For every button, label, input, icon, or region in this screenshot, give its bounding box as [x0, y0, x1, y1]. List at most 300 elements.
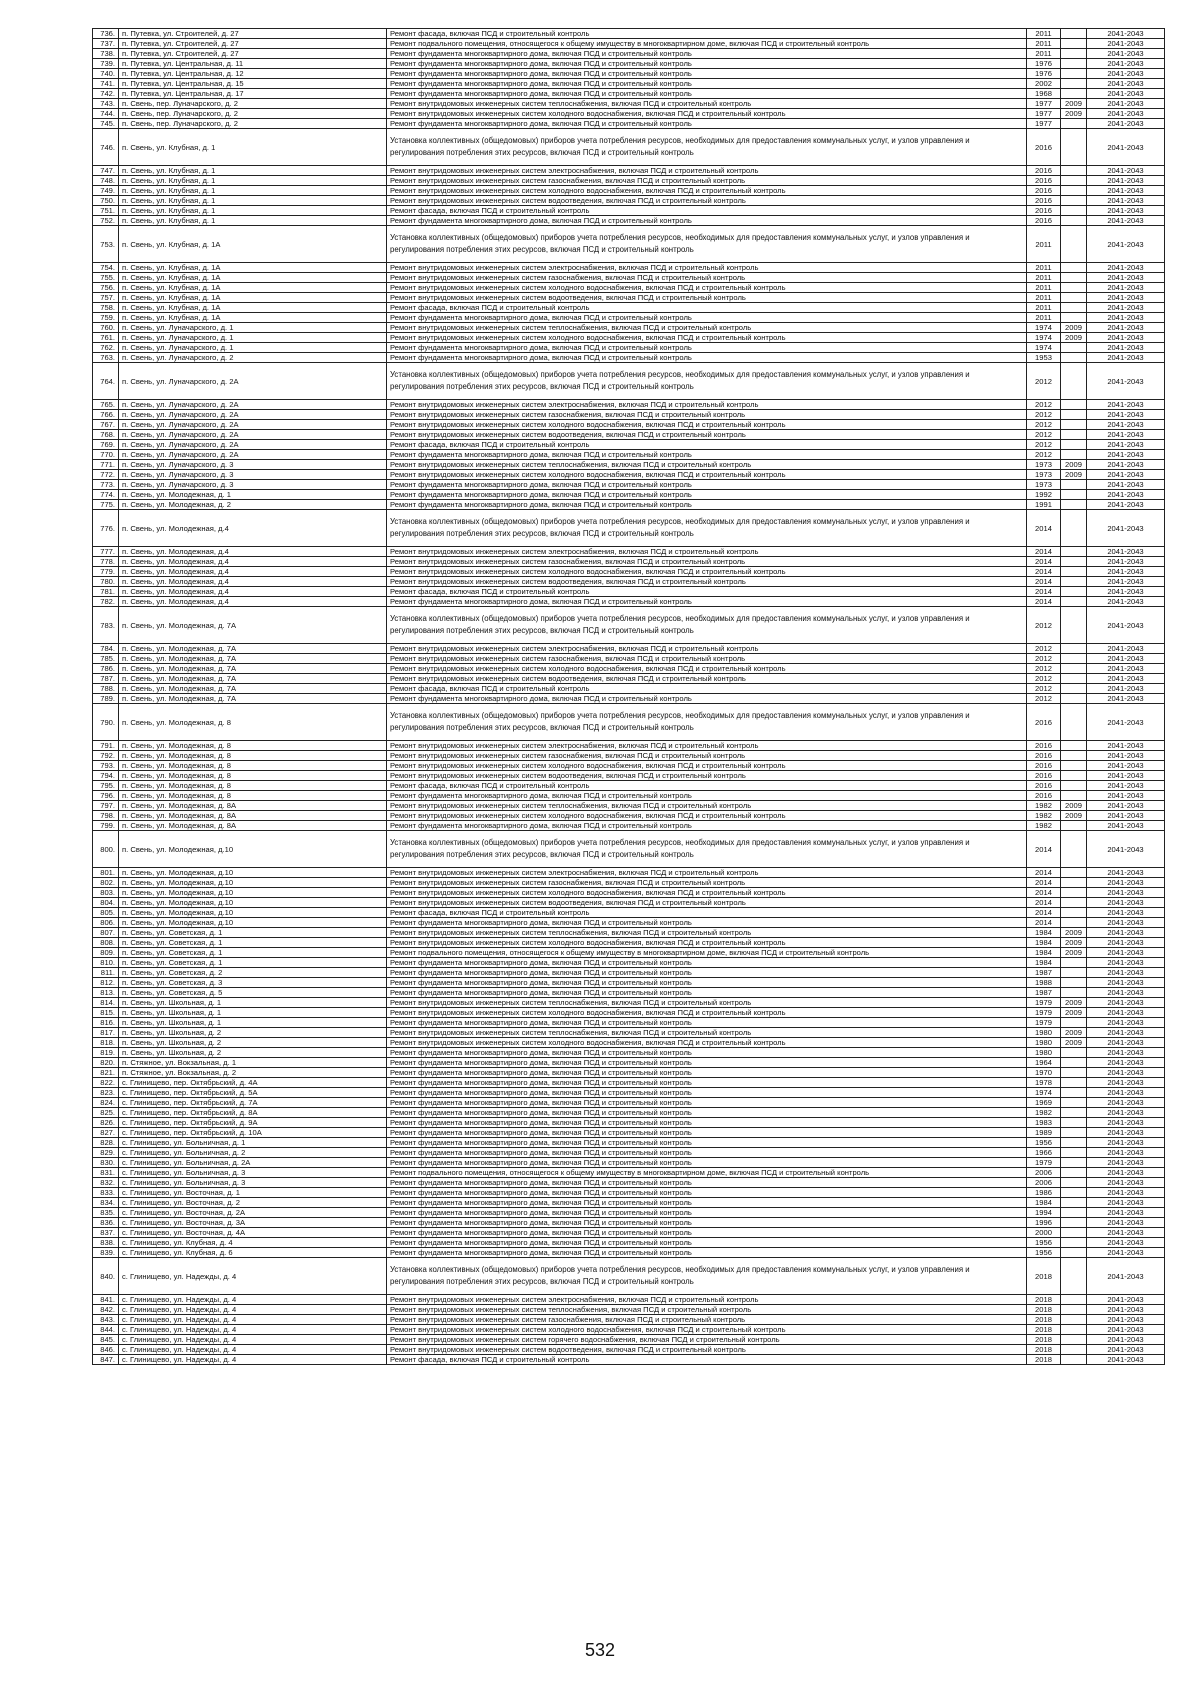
planned-period-cell: 2041-2043 — [1087, 1325, 1165, 1335]
row-number: 748. — [93, 176, 119, 186]
row-number: 745. — [93, 119, 119, 129]
planned-period-cell: 2041-2043 — [1087, 597, 1165, 607]
planned-period-cell: 2041-2043 — [1087, 1018, 1165, 1028]
work-type-cell: Ремонт подвального помещения, относящегося к общему имуществу в многоквартирном доме, включая ПСД и строительный контроль — [387, 948, 1027, 958]
table-row — [93, 1068, 1165, 1078]
table-row — [93, 928, 1165, 938]
planned-period-cell: 2041-2043 — [1087, 547, 1165, 557]
last-repair-year-cell — [1061, 597, 1087, 607]
work-type-cell: Ремонт фундамента многоквартирного дома, включая ПСД и строительный контроль — [387, 1108, 1027, 1118]
last-repair-year-cell — [1061, 69, 1087, 79]
table-row — [93, 654, 1165, 664]
last-repair-year-cell — [1061, 1315, 1087, 1325]
row-number: 749. — [93, 186, 119, 196]
planned-period-cell: 2041-2043 — [1087, 674, 1165, 684]
table-row — [93, 176, 1165, 186]
table-row — [93, 166, 1165, 176]
address-cell: п. Свень, ул. Молодежная, д. 2 — [119, 500, 387, 510]
commission-year-cell: 1977 — [1027, 119, 1061, 129]
address-cell: с. Глинищево, ул. Больничная, д. 1 — [119, 1138, 387, 1148]
row-number: 837. — [93, 1228, 119, 1238]
address-cell: п. Свень, ул. Клубная, д. 1 — [119, 206, 387, 216]
planned-period-cell: 2041-2043 — [1087, 109, 1165, 119]
last-repair-year-cell — [1061, 694, 1087, 704]
table-row — [93, 363, 1165, 400]
last-repair-year-cell — [1061, 644, 1087, 654]
planned-period-cell: 2041-2043 — [1087, 1315, 1165, 1325]
table-row — [93, 577, 1165, 587]
commission-year-cell: 2018 — [1027, 1345, 1061, 1355]
last-repair-year-cell — [1061, 771, 1087, 781]
planned-period-cell: 2041-2043 — [1087, 704, 1165, 741]
work-type-cell: Ремонт внутридомовых инженерных систем холодного водоснабжения, включая ПСД и строительный контроль — [387, 1008, 1027, 1018]
work-type-cell: Ремонт внутридомовых инженерных систем холодного водоснабжения, включая ПСД и строительный контроль — [387, 109, 1027, 119]
planned-period-cell: 2041-2043 — [1087, 410, 1165, 420]
row-number: 768. — [93, 430, 119, 440]
table-row — [93, 1315, 1165, 1325]
work-type-cell: Ремонт внутридомовых инженерных систем газоснабжения, включая ПСД и строительный контроль — [387, 273, 1027, 283]
address-cell: п. Свень, ул. Молодежная, д. 8А — [119, 801, 387, 811]
row-number: 807. — [93, 928, 119, 938]
address-cell: п. Свень, ул. Клубная, д. 1А — [119, 283, 387, 293]
row-number: 808. — [93, 938, 119, 948]
planned-period-cell: 2041-2043 — [1087, 49, 1165, 59]
commission-year-cell: 1982 — [1027, 821, 1061, 831]
address-cell: п. Свень, ул. Молодежная, д.4 — [119, 597, 387, 607]
last-repair-year-cell — [1061, 908, 1087, 918]
planned-period-cell: 2041-2043 — [1087, 948, 1165, 958]
commission-year-cell: 2018 — [1027, 1335, 1061, 1345]
row-number: 816. — [93, 1018, 119, 1028]
planned-period-cell: 2041-2043 — [1087, 470, 1165, 480]
work-type-cell: Ремонт внутридомовых инженерных систем теплоснабжения, включая ПСД и строительный контроль — [387, 1305, 1027, 1315]
row-number: 778. — [93, 557, 119, 567]
table-body — [93, 29, 1165, 1365]
commission-year-cell: 1979 — [1027, 998, 1061, 1008]
planned-period-cell: 2041-2043 — [1087, 791, 1165, 801]
table-row — [93, 1228, 1165, 1238]
planned-period-cell: 2041-2043 — [1087, 918, 1165, 928]
row-number: 764. — [93, 363, 119, 400]
table-row — [93, 888, 1165, 898]
commission-year-cell: 2012 — [1027, 674, 1061, 684]
last-repair-year-cell — [1061, 1148, 1087, 1158]
row-number: 792. — [93, 751, 119, 761]
address-cell: п. Свень, ул. Советская, д. 1 — [119, 948, 387, 958]
work-type-cell: Ремонт внутридомовых инженерных систем холодного водоснабжения, включая ПСД и строительный контроль — [387, 567, 1027, 577]
address-cell: п. Свень, ул. Молодежная, д. 8 — [119, 781, 387, 791]
table-row — [93, 1048, 1165, 1058]
last-repair-year-cell — [1061, 216, 1087, 226]
row-number: 769. — [93, 440, 119, 450]
work-type-cell: Ремонт внутридомовых инженерных систем холодного водоснабжения, включая ПСД и строительный контроль — [387, 664, 1027, 674]
planned-period-cell: 2041-2043 — [1087, 771, 1165, 781]
address-cell: п. Свень, ул. Луначарского, д. 2А — [119, 410, 387, 420]
planned-period-cell: 2041-2043 — [1087, 323, 1165, 333]
commission-year-cell: 1977 — [1027, 99, 1061, 109]
commission-year-cell: 1989 — [1027, 1128, 1061, 1138]
row-number: 834. — [93, 1198, 119, 1208]
last-repair-year-cell — [1061, 1058, 1087, 1068]
address-cell: п. Свень, ул. Луначарского, д. 2А — [119, 420, 387, 430]
address-cell: п. Свень, ул. Молодежная, д.10 — [119, 888, 387, 898]
work-type-cell: Ремонт фундамента многоквартирного дома, включая ПСД и строительный контроль — [387, 988, 1027, 998]
commission-year-cell: 2012 — [1027, 440, 1061, 450]
commission-year-cell: 2012 — [1027, 410, 1061, 420]
work-type-cell: Установка коллективных (общедомовых) приборов учета потребления ресурсов, необходимых для предоставления коммунальных услуг, и узлов управления и регулирования потребления этих ресурсов, включая ПСД и строительный контроль — [387, 607, 1027, 644]
planned-period-cell: 2041-2043 — [1087, 888, 1165, 898]
address-cell: п. Свень, ул. Молодежная, д. 8А — [119, 821, 387, 831]
table-row — [93, 567, 1165, 577]
last-repair-year-cell — [1061, 273, 1087, 283]
address-cell: п. Путевка, ул. Строителей, д. 27 — [119, 49, 387, 59]
address-cell: с. Глинищево, ул. Больничная, д. 3 — [119, 1178, 387, 1188]
commission-year-cell: 2014 — [1027, 510, 1061, 547]
planned-period-cell: 2041-2043 — [1087, 1218, 1165, 1228]
row-number: 761. — [93, 333, 119, 343]
planned-period-cell: 2041-2043 — [1087, 283, 1165, 293]
work-type-cell: Ремонт внутридомовых инженерных систем теплоснабжения, включая ПСД и строительный контроль — [387, 323, 1027, 333]
planned-period-cell: 2041-2043 — [1087, 567, 1165, 577]
last-repair-year-cell — [1061, 1108, 1087, 1118]
planned-period-cell: 2041-2043 — [1087, 1305, 1165, 1315]
address-cell: п. Свень, ул. Луначарского, д. 1 — [119, 323, 387, 333]
table-row — [93, 400, 1165, 410]
table-row — [93, 781, 1165, 791]
planned-period-cell: 2041-2043 — [1087, 129, 1165, 166]
commission-year-cell: 1966 — [1027, 1148, 1061, 1158]
commission-year-cell: 2018 — [1027, 1315, 1061, 1325]
commission-year-cell: 2014 — [1027, 597, 1061, 607]
planned-period-cell: 2041-2043 — [1087, 587, 1165, 597]
address-cell: п. Свень, ул. Молодежная, д.10 — [119, 908, 387, 918]
work-type-cell: Ремонт фундамента многоквартирного дома, включая ПСД и строительный контроль — [387, 69, 1027, 79]
row-number: 772. — [93, 470, 119, 480]
table-row — [93, 1018, 1165, 1028]
last-repair-year-cell — [1061, 1098, 1087, 1108]
last-repair-year-cell: 2009 — [1061, 109, 1087, 119]
address-cell: с. Глинищево, пер. Октябрьский, д. 9А — [119, 1118, 387, 1128]
table-row — [93, 440, 1165, 450]
commission-year-cell: 2012 — [1027, 654, 1061, 664]
address-cell: п. Свень, пер. Луначарского, д. 2 — [119, 99, 387, 109]
table-row — [93, 303, 1165, 313]
address-cell: п. Свень, ул. Луначарского, д. 2А — [119, 450, 387, 460]
work-type-cell: Установка коллективных (общедомовых) приборов учета потребления ресурсов, необходимых для предоставления коммунальных услуг, и узлов управления и регулирования потребления этих ресурсов, включая ПСД и строительный контроль — [387, 1258, 1027, 1295]
row-number: 812. — [93, 978, 119, 988]
table-row — [93, 273, 1165, 283]
row-number: 828. — [93, 1138, 119, 1148]
address-cell: п. Свень, ул. Советская, д. 1 — [119, 928, 387, 938]
row-number: 818. — [93, 1038, 119, 1048]
commission-year-cell: 1980 — [1027, 1048, 1061, 1058]
address-cell: с. Глинищево, ул. Восточная, д. 3А — [119, 1218, 387, 1228]
planned-period-cell: 2041-2043 — [1087, 500, 1165, 510]
work-type-cell: Ремонт внутридомовых инженерных систем холодного водоснабжения, включая ПСД и строительный контроль — [387, 1038, 1027, 1048]
work-type-cell: Ремонт внутридомовых инженерных систем теплоснабжения, включая ПСД и строительный контроль — [387, 460, 1027, 470]
address-cell: п. Свень, пер. Луначарского, д. 2 — [119, 119, 387, 129]
row-number: 825. — [93, 1108, 119, 1118]
commission-year-cell: 2011 — [1027, 313, 1061, 323]
table-row — [93, 1058, 1165, 1068]
commission-year-cell: 2016 — [1027, 206, 1061, 216]
row-number: 756. — [93, 283, 119, 293]
last-repair-year-cell: 2009 — [1061, 1008, 1087, 1018]
commission-year-cell: 2014 — [1027, 547, 1061, 557]
planned-period-cell: 2041-2043 — [1087, 1228, 1165, 1238]
last-repair-year-cell — [1061, 500, 1087, 510]
planned-period-cell: 2041-2043 — [1087, 1258, 1165, 1295]
row-number: 742. — [93, 89, 119, 99]
last-repair-year-cell — [1061, 490, 1087, 500]
table-row — [93, 343, 1165, 353]
row-number: 737. — [93, 39, 119, 49]
work-type-cell: Ремонт фундамента многоквартирного дома, включая ПСД и строительный контроль — [387, 89, 1027, 99]
work-type-cell: Ремонт внутридомовых инженерных систем холодного водоснабжения, включая ПСД и строительный контроль — [387, 333, 1027, 343]
last-repair-year-cell — [1061, 988, 1087, 998]
page-number: 532 — [584, 1640, 616, 1660]
table-row — [93, 79, 1165, 89]
row-number: 841. — [93, 1295, 119, 1305]
address-cell: п. Свень, ул. Молодежная, д.4 — [119, 557, 387, 567]
row-number: 826. — [93, 1118, 119, 1128]
last-repair-year-cell — [1061, 1355, 1087, 1365]
commission-year-cell: 2011 — [1027, 283, 1061, 293]
planned-period-cell: 2041-2043 — [1087, 1098, 1165, 1108]
address-cell: с. Глинищево, ул. Надежды, д. 4 — [119, 1335, 387, 1345]
commission-year-cell: 1973 — [1027, 480, 1061, 490]
last-repair-year-cell — [1061, 353, 1087, 363]
commission-year-cell: 2014 — [1027, 587, 1061, 597]
address-cell: п. Свень, пер. Луначарского, д. 2 — [119, 109, 387, 119]
work-type-cell: Ремонт внутридомовых инженерных систем газоснабжения, включая ПСД и строительный контроль — [387, 751, 1027, 761]
work-type-cell: Ремонт внутридомовых инженерных систем холодного водоснабжения, включая ПСД и строительный контроль — [387, 761, 1027, 771]
planned-period-cell: 2041-2043 — [1087, 751, 1165, 761]
last-repair-year-cell — [1061, 587, 1087, 597]
commission-year-cell: 1986 — [1027, 1188, 1061, 1198]
last-repair-year-cell — [1061, 761, 1087, 771]
table-row — [93, 49, 1165, 59]
address-cell: с. Глинищево, ул. Надежды, д. 4 — [119, 1345, 387, 1355]
row-number: 803. — [93, 888, 119, 898]
address-cell: п. Свень, ул. Советская, д. 1 — [119, 958, 387, 968]
planned-period-cell: 2041-2043 — [1087, 263, 1165, 273]
table-row — [93, 811, 1165, 821]
address-cell: п. Свень, ул. Клубная, д. 1А — [119, 313, 387, 323]
planned-period-cell: 2041-2043 — [1087, 644, 1165, 654]
last-repair-year-cell — [1061, 1138, 1087, 1148]
commission-year-cell: 2011 — [1027, 263, 1061, 273]
row-number: 780. — [93, 577, 119, 587]
address-cell: п. Путевка, ул. Центральная, д. 17 — [119, 89, 387, 99]
row-number: 847. — [93, 1355, 119, 1365]
work-type-cell: Ремонт внутридомовых инженерных систем газоснабжения, включая ПСД и строительный контроль — [387, 410, 1027, 420]
table-row — [93, 1355, 1165, 1365]
row-number: 771. — [93, 460, 119, 470]
address-cell: п. Свень, ул. Клубная, д. 1А — [119, 303, 387, 313]
address-cell: п. Свень, ул. Клубная, д. 1 — [119, 166, 387, 176]
table-row — [93, 1008, 1165, 1018]
row-number: 810. — [93, 958, 119, 968]
planned-period-cell: 2041-2043 — [1087, 119, 1165, 129]
planned-period-cell: 2041-2043 — [1087, 430, 1165, 440]
work-type-cell: Ремонт внутридомовых инженерных систем теплоснабжения, включая ПСД и строительный контроль — [387, 998, 1027, 1008]
table-row — [93, 878, 1165, 888]
table-row — [93, 587, 1165, 597]
commission-year-cell: 2018 — [1027, 1295, 1061, 1305]
row-number: 819. — [93, 1048, 119, 1058]
address-cell: п. Свень, ул. Молодежная, д. 1 — [119, 490, 387, 500]
planned-period-cell: 2041-2043 — [1087, 1048, 1165, 1058]
planned-period-cell: 2041-2043 — [1087, 821, 1165, 831]
planned-period-cell: 2041-2043 — [1087, 1068, 1165, 1078]
address-cell: п. Свень, ул. Клубная, д. 1 — [119, 196, 387, 206]
address-cell: с. Глинищево, ул. Надежды, д. 4 — [119, 1295, 387, 1305]
row-number: 785. — [93, 654, 119, 664]
work-type-cell: Ремонт фундамента многоквартирного дома, включая ПСД и строительный контроль — [387, 480, 1027, 490]
planned-period-cell: 2041-2043 — [1087, 79, 1165, 89]
row-number: 753. — [93, 226, 119, 263]
work-type-cell: Ремонт фундамента многоквартирного дома, включая ПСД и строительный контроль — [387, 353, 1027, 363]
commission-year-cell: 2012 — [1027, 684, 1061, 694]
address-cell: п. Свень, ул. Советская, д. 3 — [119, 978, 387, 988]
last-repair-year-cell — [1061, 1018, 1087, 1028]
last-repair-year-cell — [1061, 557, 1087, 567]
address-cell: п. Свень, ул. Клубная, д. 1 — [119, 216, 387, 226]
planned-period-cell: 2041-2043 — [1087, 510, 1165, 547]
work-type-cell: Ремонт фасада, включая ПСД и строительный контроль — [387, 908, 1027, 918]
last-repair-year-cell — [1061, 781, 1087, 791]
commission-year-cell: 2012 — [1027, 420, 1061, 430]
work-type-cell: Ремонт внутридомовых инженерных систем электроснабжения, включая ПСД и строительный контроль — [387, 547, 1027, 557]
planned-period-cell: 2041-2043 — [1087, 801, 1165, 811]
planned-period-cell: 2041-2043 — [1087, 761, 1165, 771]
last-repair-year-cell: 2009 — [1061, 811, 1087, 821]
table-row — [93, 1335, 1165, 1345]
commission-year-cell: 2011 — [1027, 39, 1061, 49]
last-repair-year-cell — [1061, 664, 1087, 674]
planned-period-cell: 2041-2043 — [1087, 988, 1165, 998]
table-row — [93, 1248, 1165, 1258]
commission-year-cell: 1968 — [1027, 89, 1061, 99]
commission-year-cell: 1977 — [1027, 109, 1061, 119]
address-cell: п. Свень, ул. Луначарского, д. 2А — [119, 430, 387, 440]
work-type-cell: Ремонт внутридомовых инженерных систем холодного водоснабжения, включая ПСД и строительный контроль — [387, 888, 1027, 898]
commission-year-cell: 2012 — [1027, 450, 1061, 460]
planned-period-cell: 2041-2043 — [1087, 958, 1165, 968]
commission-year-cell: 1992 — [1027, 490, 1061, 500]
table-row — [93, 958, 1165, 968]
planned-period-cell: 2041-2043 — [1087, 978, 1165, 988]
work-type-cell: Установка коллективных (общедомовых) приборов учета потребления ресурсов, необходимых для предоставления коммунальных услуг, и узлов управления и регулирования потребления этих ресурсов, включая ПСД и строительный контроль — [387, 510, 1027, 547]
table-row — [93, 761, 1165, 771]
address-cell: п. Стяжное, ул. Вокзальная, д. 1 — [119, 1058, 387, 1068]
work-type-cell: Ремонт внутридомовых инженерных систем холодного водоснабжения, включая ПСД и строительный контроль — [387, 470, 1027, 480]
last-repair-year-cell — [1061, 918, 1087, 928]
work-type-cell: Ремонт внутридомовых инженерных систем газоснабжения, включая ПСД и строительный контроль — [387, 557, 1027, 567]
table-row — [93, 998, 1165, 1008]
work-type-cell: Ремонт фасада, включая ПСД и строительный контроль — [387, 1355, 1027, 1365]
commission-year-cell: 1956 — [1027, 1248, 1061, 1258]
commission-year-cell: 1953 — [1027, 353, 1061, 363]
address-cell: п. Свень, ул. Молодежная, д.4 — [119, 587, 387, 597]
commission-year-cell: 1976 — [1027, 59, 1061, 69]
planned-period-cell: 2041-2043 — [1087, 303, 1165, 313]
last-repair-year-cell — [1061, 704, 1087, 741]
work-type-cell: Ремонт внутридомовых инженерных систем теплоснабжения, включая ПСД и строительный контроль — [387, 1028, 1027, 1038]
work-type-cell: Ремонт фундамента многоквартирного дома, включая ПСД и строительный контроль — [387, 216, 1027, 226]
last-repair-year-cell — [1061, 303, 1087, 313]
work-type-cell: Ремонт фундамента многоквартирного дома, включая ПСД и строительный контроль — [387, 450, 1027, 460]
row-number: 741. — [93, 79, 119, 89]
table-row — [93, 751, 1165, 761]
row-number: 775. — [93, 500, 119, 510]
commission-year-cell: 1979 — [1027, 1018, 1061, 1028]
planned-period-cell: 2041-2043 — [1087, 1178, 1165, 1188]
work-type-cell: Ремонт фасада, включая ПСД и строительный контроль — [387, 303, 1027, 313]
last-repair-year-cell — [1061, 1088, 1087, 1098]
address-cell: п. Свень, ул. Луначарского, д. 3 — [119, 470, 387, 480]
address-cell: с. Глинищево, ул. Надежды, д. 4 — [119, 1315, 387, 1325]
row-number: 791. — [93, 741, 119, 751]
table-row — [93, 216, 1165, 226]
last-repair-year-cell — [1061, 343, 1087, 353]
row-number: 777. — [93, 547, 119, 557]
last-repair-year-cell — [1061, 868, 1087, 878]
planned-period-cell: 2041-2043 — [1087, 333, 1165, 343]
planned-period-cell: 2041-2043 — [1087, 440, 1165, 450]
last-repair-year-cell: 2009 — [1061, 333, 1087, 343]
commission-year-cell: 2016 — [1027, 166, 1061, 176]
row-number: 744. — [93, 109, 119, 119]
commission-year-cell: 1964 — [1027, 1058, 1061, 1068]
table-row — [93, 1078, 1165, 1088]
table-row — [93, 470, 1165, 480]
table-row — [93, 226, 1165, 263]
table-row — [93, 109, 1165, 119]
last-repair-year-cell: 2009 — [1061, 938, 1087, 948]
last-repair-year-cell — [1061, 1078, 1087, 1088]
address-cell: с. Глинищево, пер. Октябрьский, д. 4А — [119, 1078, 387, 1088]
planned-period-cell: 2041-2043 — [1087, 186, 1165, 196]
commission-year-cell: 2014 — [1027, 878, 1061, 888]
table-row — [93, 918, 1165, 928]
table-row — [93, 186, 1165, 196]
address-cell: п. Свень, ул. Советская, д. 1 — [119, 938, 387, 948]
address-cell: п. Свень, ул. Клубная, д. 1А — [119, 226, 387, 263]
table-row — [93, 908, 1165, 918]
row-number: 835. — [93, 1208, 119, 1218]
work-type-cell: Ремонт внутридомовых инженерных систем холодного водоснабжения, включая ПСД и строительный контроль — [387, 811, 1027, 821]
planned-period-cell: 2041-2043 — [1087, 1028, 1165, 1038]
work-type-cell: Ремонт внутридомовых инженерных систем теплоснабжения, включая ПСД и строительный контроль — [387, 801, 1027, 811]
work-type-cell: Ремонт внутридомовых инженерных систем газоснабжения, включая ПСД и строительный контроль — [387, 176, 1027, 186]
planned-period-cell: 2041-2043 — [1087, 480, 1165, 490]
last-repair-year-cell — [1061, 480, 1087, 490]
table-row — [93, 771, 1165, 781]
row-number: 765. — [93, 400, 119, 410]
planned-period-cell: 2041-2043 — [1087, 968, 1165, 978]
work-type-cell: Ремонт фундамента многоквартирного дома, включая ПСД и строительный контроль — [387, 1148, 1027, 1158]
table-row — [93, 978, 1165, 988]
planned-period-cell: 2041-2043 — [1087, 343, 1165, 353]
work-type-cell: Ремонт внутридомовых инженерных систем электроснабжения, включая ПСД и строительный контроль — [387, 741, 1027, 751]
work-type-cell: Ремонт фундамента многоквартирного дома, включая ПСД и строительный контроль — [387, 597, 1027, 607]
row-number: 800. — [93, 831, 119, 868]
planned-period-cell: 2041-2043 — [1087, 1335, 1165, 1345]
address-cell: с. Глинищево, ул. Надежды, д. 4 — [119, 1325, 387, 1335]
planned-period-cell: 2041-2043 — [1087, 420, 1165, 430]
